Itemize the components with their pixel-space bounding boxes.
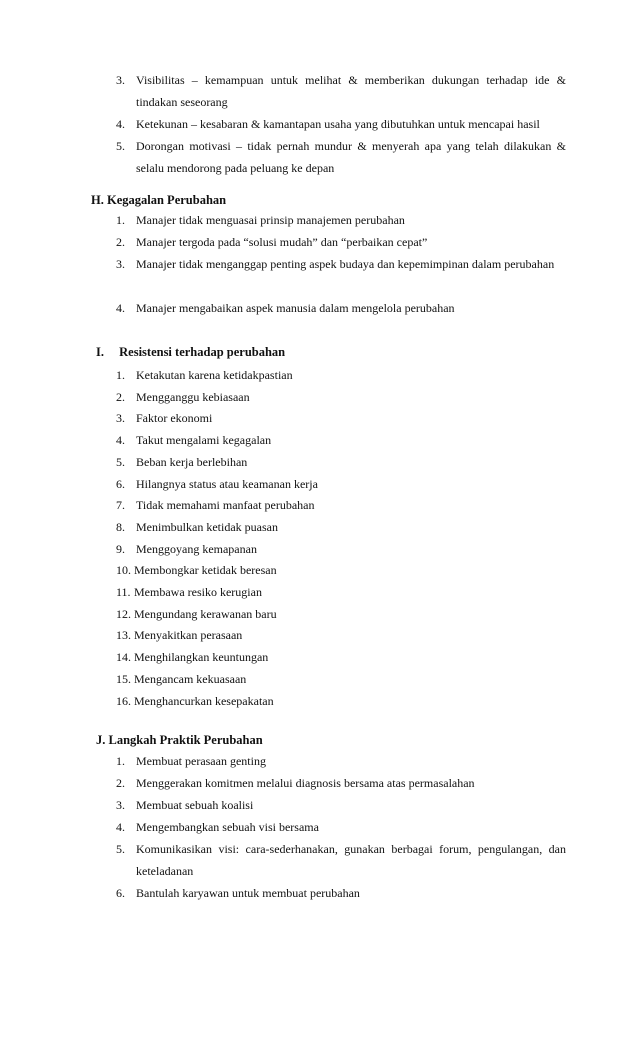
list-item <box>116 365 566 387</box>
list-item <box>116 560 566 582</box>
list-number: 1. <box>116 754 125 768</box>
list-text: Tidak memahami manfaat perubahan <box>136 498 315 513</box>
list-item <box>116 408 566 430</box>
list-text: Menggerakan komitmen melalui diagnosis bersama atas permasalahan <box>136 776 475 790</box>
list-text: Membawa resiko kerugian <box>134 585 262 599</box>
list-text: Beban kerja berlebihan <box>136 454 248 469</box>
list-number: 2. <box>116 776 125 790</box>
section-heading-i <box>96 344 285 360</box>
list-item <box>116 430 566 452</box>
list-number: 9. <box>116 541 125 556</box>
list-item <box>116 839 566 882</box>
section-title: Kegagalan Perubahan <box>106 193 227 207</box>
list-number: 16. <box>116 693 131 708</box>
list-number: 8. <box>116 519 125 534</box>
list-text: Mengancam kekuasaan <box>134 671 247 686</box>
list-text: Membongkar ketidak beresan <box>134 563 277 578</box>
list-text: Menimbulkan ketidak puasan <box>136 519 278 534</box>
list-text: Hilangnya status atau keamanan kerja <box>136 476 318 491</box>
list-text: Membuat perasaan genting <box>136 754 266 768</box>
list-number: 13. <box>116 628 131 643</box>
list-number: 14. <box>116 650 131 665</box>
list-item <box>116 517 566 539</box>
list-number: 3. <box>116 257 125 271</box>
list-number: 4. <box>116 433 125 448</box>
list-item <box>116 604 566 626</box>
list-text: Menghilangkan keuntungan <box>134 650 269 665</box>
list-number: 4. <box>116 301 125 315</box>
list-text: Visibilitas – kemampuan untuk melihat & memberikan dukungan terhadap ide & tindakan seseorang <box>136 73 566 109</box>
list-text: Dorongan motivasi – tidak pernah mundur & menyerah apa yang telah dilakukan & selalu mendorong pada peluang ke depan <box>136 139 566 175</box>
list-text: Faktor ekonomi <box>136 411 213 426</box>
list-text: Manajer tergoda pada “solusi mudah” dan “perbaikan cepat” <box>136 235 428 249</box>
list-item <box>116 136 566 179</box>
list-item <box>116 539 566 561</box>
list-text: Mengembangkan sebuah visi bersama <box>136 820 319 834</box>
list-number: 2. <box>116 389 125 404</box>
list-item <box>116 883 566 905</box>
list-text: Menghancurkan kesepakatan <box>134 693 274 708</box>
section-heading-h <box>91 192 226 208</box>
list-item <box>116 495 566 517</box>
section-letter: I. <box>96 345 104 359</box>
list-item <box>116 582 566 604</box>
list-text: Manajer mengabaikan aspek manusia dalam mengelola perubahan <box>136 301 455 315</box>
list-text: Ketekunan – kesabaran & kamantapan usaha yang dibutuhkan untuk mencapai hasil <box>136 117 540 131</box>
list-number: 4. <box>116 820 125 834</box>
section-title: Resistensi terhadap perubahan <box>119 345 286 359</box>
list-number: 1. <box>116 368 125 382</box>
list-number: 10. <box>116 563 131 578</box>
list-item <box>116 210 566 232</box>
list-number: 1. <box>116 213 125 227</box>
list-number: 4. <box>116 117 125 131</box>
list-item <box>116 751 566 773</box>
list-item <box>116 114 566 136</box>
list-item <box>116 254 566 276</box>
section-letter: J. <box>96 733 106 747</box>
list-text: Komunikasikan visi: cara-sederhanakan, gunakan berbagai forum, pengulangan, dan keteladanan <box>136 842 566 878</box>
list-number: 15. <box>116 671 131 686</box>
list-number: 12. <box>116 606 131 621</box>
list-item <box>116 669 566 691</box>
list-number: 3. <box>116 73 125 87</box>
list-item <box>116 452 566 474</box>
list-text: Ketakutan karena ketidakpastian <box>136 368 293 382</box>
list-text: Manajer tidak menguasai prinsip manajemen perubahan <box>136 213 405 227</box>
list-item <box>116 474 566 496</box>
list-text: Takut mengalami kegagalan <box>136 433 272 448</box>
list-item <box>116 647 566 669</box>
list-number: 3. <box>116 798 125 812</box>
section-heading-j <box>96 732 263 748</box>
list-item <box>116 232 566 254</box>
list-number: 3. <box>116 411 125 426</box>
list-item <box>116 691 566 713</box>
list-number: 6. <box>116 476 125 491</box>
list-item <box>116 625 566 647</box>
list-number: 6. <box>116 886 125 900</box>
list-number: 2. <box>116 235 125 249</box>
list-item <box>116 387 566 409</box>
list-number: 5. <box>116 454 125 469</box>
section-title: Langkah Praktik Perubahan <box>108 733 263 747</box>
list-number: 7. <box>116 498 125 513</box>
list-item <box>116 298 566 320</box>
list-item <box>116 795 566 817</box>
list-item <box>116 773 566 795</box>
list-text: Manajer tidak menganggap penting aspek budaya dan kepemimpinan dalam perubahan <box>136 257 555 271</box>
list-text: Membuat sebuah koalisi <box>136 798 254 812</box>
section-letter: H. <box>91 193 104 207</box>
list-text: Menyakitkan perasaan <box>134 628 243 643</box>
list-text: Mengundang kerawanan baru <box>134 606 277 621</box>
list-text: Mengganggu kebiasaan <box>136 389 250 404</box>
list-text: Menggoyang kemapanan <box>136 541 257 556</box>
list-number: 11. <box>116 585 131 599</box>
list-item <box>116 70 566 113</box>
list-number: 5. <box>116 139 125 153</box>
list-number: 5. <box>116 842 125 856</box>
list-item <box>116 817 566 839</box>
list-text: Bantulah karyawan untuk membuat perubahan <box>136 886 360 900</box>
